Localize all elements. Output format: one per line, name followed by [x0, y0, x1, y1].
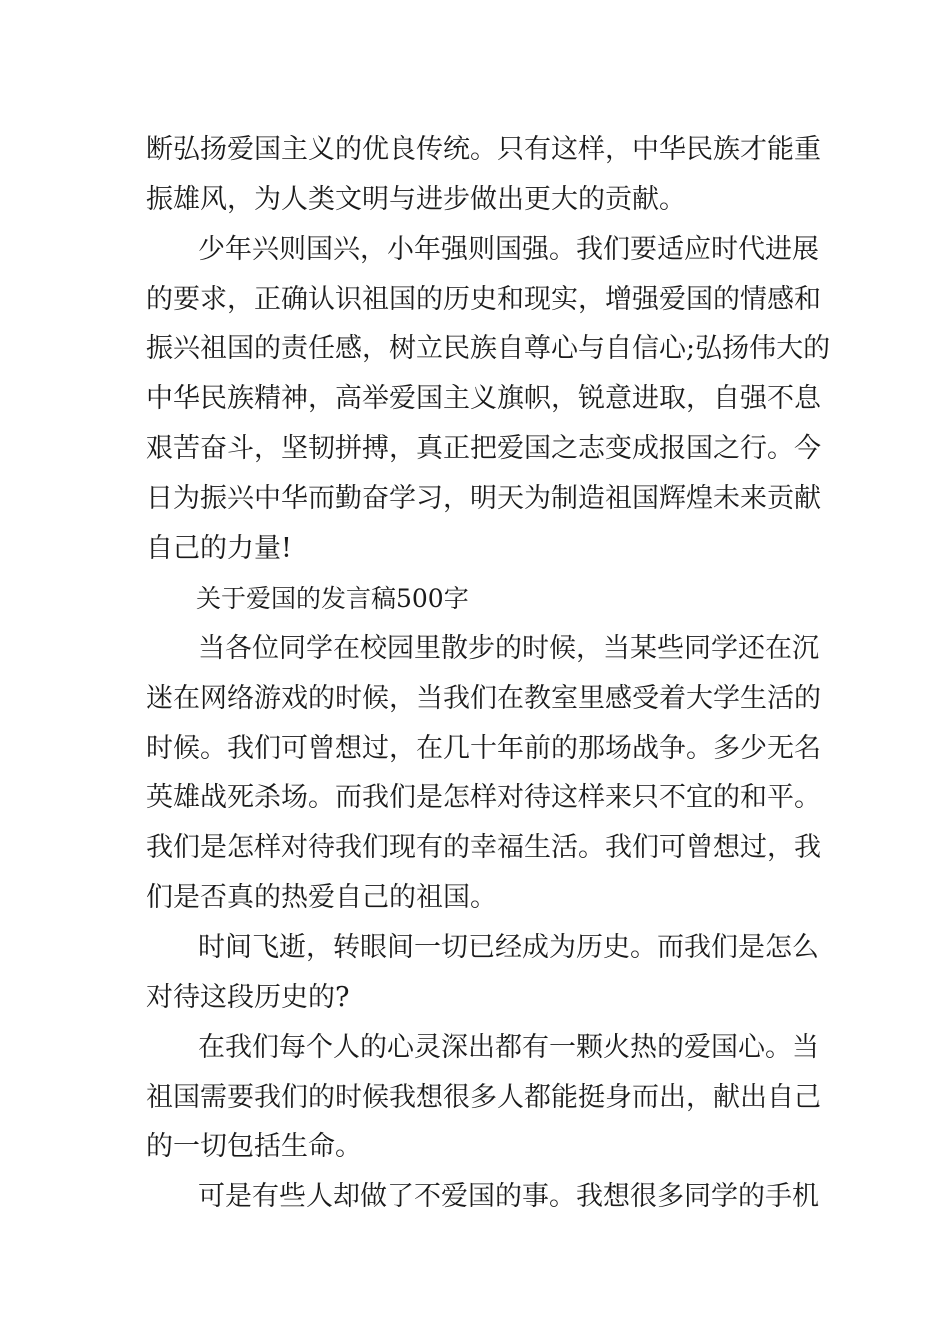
text-line: 英雄战死杀场。而我们是怎样对待这样来只不宜的和平。 [146, 782, 821, 813]
text-line: 断弘扬爱国主义的优良传统。只有这样，中华民族才能重 [146, 134, 821, 165]
text-line: 少年兴则国兴，小年强则国强。我们要适应时代进展 [198, 234, 819, 265]
text-line: 振兴祖国的责任感，树立民族自尊心与自信心;弘扬伟大的 [146, 333, 831, 364]
text-line: 振雄风，为人类文明与进步做出更大的贡献。 [146, 184, 686, 215]
text-line: 可是有些人却做了不爱国的事。我想很多同学的手机 [198, 1181, 819, 1212]
text-line: 时间飞逝，转眼间一切已经成为历史。而我们是怎么 [198, 932, 819, 963]
text-line: 的要求，正确认识祖国的历史和现实，增强爱国的情感和 [146, 284, 821, 315]
text-line: 迷在网络游戏的时候，当我们在教室里感受着大学生活的 [146, 683, 821, 714]
text-line: 们是否真的热爱自己的祖国。 [146, 882, 497, 913]
text-line: 对待这段历史的? [146, 982, 350, 1013]
text-line: 当各位同学在校园里散步的时候，当某些同学还在沉 [198, 633, 819, 664]
text-line: 我们是怎样对待我们现有的幸福生活。我们可曾想过，我 [146, 832, 821, 863]
text-line: 中华民族精神，高举爱国主义旗帜，锐意进取，自强不息 [146, 383, 821, 414]
section-heading: 关于爱国的发言稿500字 [196, 584, 469, 613]
text-line: 日为振兴中华而勤奋学习，明天为制造祖国辉煌未来贡献 [146, 483, 821, 514]
text-line: 在我们每个人的心灵深出都有一颗火热的爱国心。当 [198, 1032, 819, 1063]
text-line: 祖国需要我们的时候我想很多人都能挺身而出，献出自己 [146, 1082, 821, 1113]
text-line: 自己的力量! [146, 533, 292, 564]
text-line: 艰苦奋斗，坚韧拼搏，真正把爱国之志变成报国之行。今 [146, 433, 821, 464]
text-line: 时候。我们可曾想过，在几十年前的那场战争。多少无名 [146, 733, 821, 764]
text-line: 的一切包括生命。 [146, 1131, 362, 1162]
